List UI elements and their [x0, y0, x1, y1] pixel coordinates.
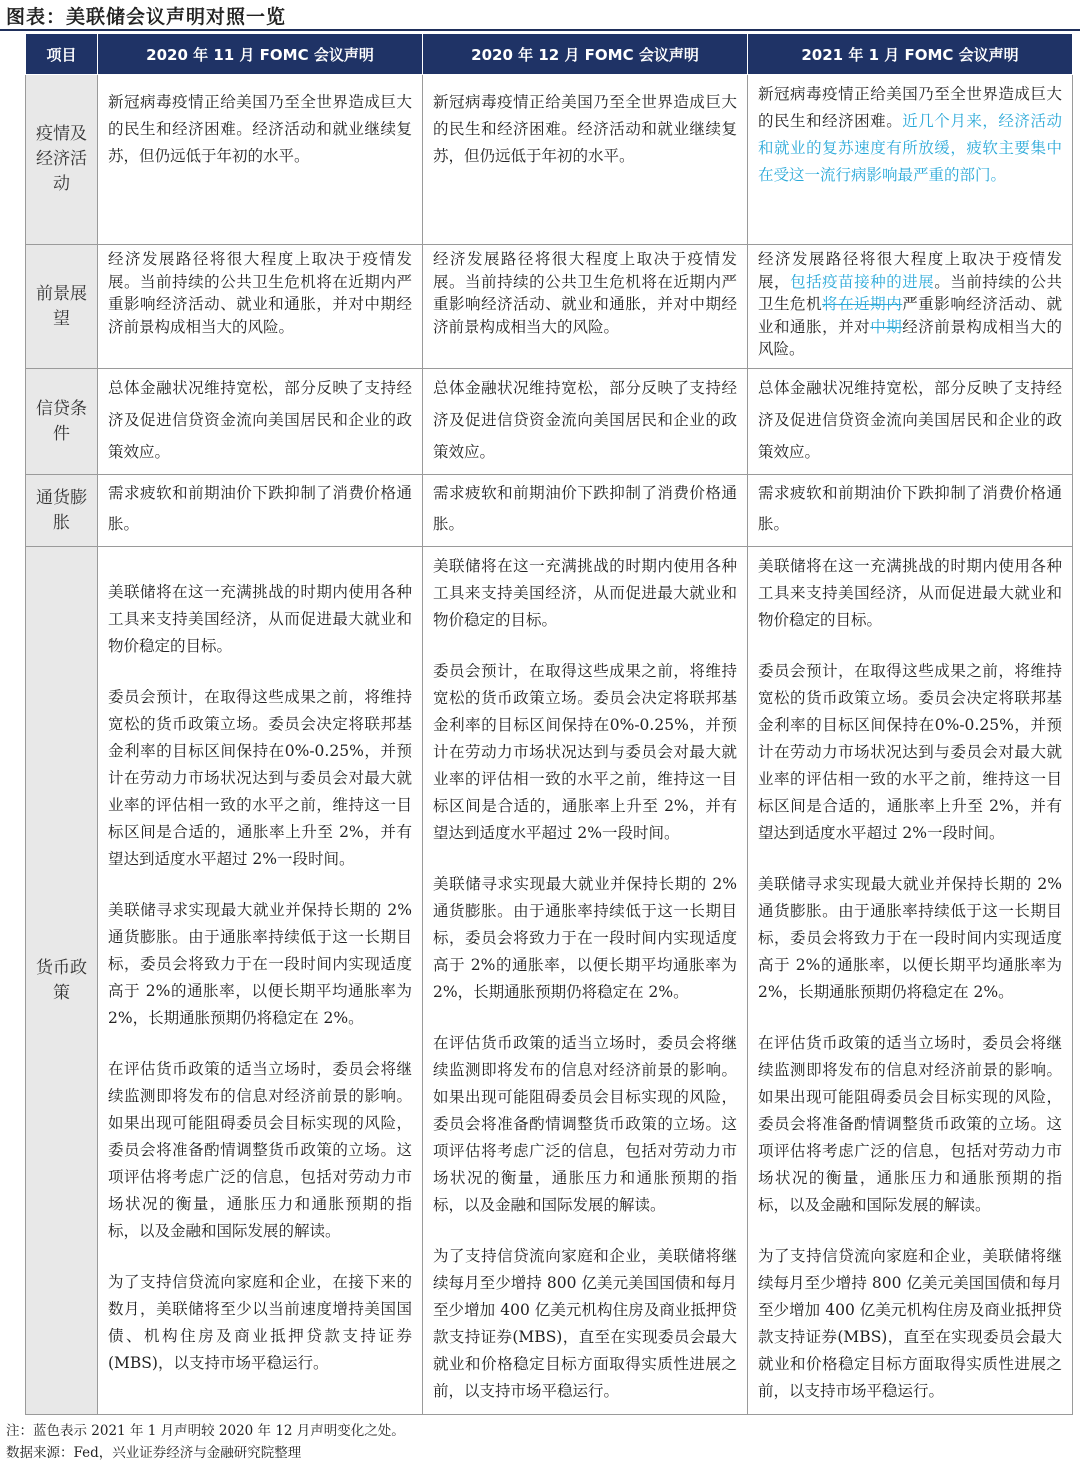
policy-jan-p1: 美联储将在这一充满挑战的时期内使用各种工具来支持美国经济，从而促进最大就业和物价稳定的目标。	[758, 557, 1062, 629]
comparison-table	[25, 33, 1073, 1415]
outlook-jan-strike-2: 中期	[870, 317, 903, 336]
row-label-epidemic: 疫情及经济活动	[26, 75, 98, 245]
source-text: 数据来源：Fed，兴业证券经济与金融研究院整理	[6, 1445, 302, 1461]
policy-jan-p5: 为了支持信贷流向家庭和企业，美联储将继续每月至少增持 800 亿美元美国国债和每月至少增加 400 亿美元机构住房及商业抵押贷款支持证券(MBS)，直至在实现委员会最大就业和价格稳定目标方面取得实质性进展之前，以支持市场平稳运行。	[758, 1247, 1062, 1400]
policy-nov-p4: 在评估货币政策的适当立场时，委员会将继续监测即将发布的信息对经济前景的影响。如果出现可能阻碍委员会目标实现的风险，委员会将准备酌情调整货币政策的立场。这项评估将考虑广泛的信息，包括对劳动力市场状况的衡量，通胀压力和通胀预期的指标，以及金融和国际发展的解读。	[108, 1060, 412, 1240]
cell-outlook-dec: 经济发展路径将很大程度上取决于疫情发展。当前持续的公共卫生危机将在近期内严重影响经济活动、就业和通胀，并对中期经济前景构成相当大的风险。	[423, 245, 748, 369]
epidemic-jan-text: 新冠病毒疫情正给美国乃至全世界造成巨大的民生和经济困难。	[758, 85, 1062, 130]
row-label-policy: 货币政策	[26, 547, 98, 1415]
header-jan-2021: 2021 年 1 月 FOMC 会议声明	[748, 34, 1073, 75]
policy-jan-p3: 美联储寻求实现最大就业并保持长期的 2%通货膨胀。由于通胀率持续低于这一长期目标，委员会将致力于在一段时间内实现适度高于 2%的通胀率，以便长期平均通胀率为 2%，长期通胀预期仍将稳定在 2%。	[758, 875, 1062, 1001]
policy-dec-p4: 在评估货币政策的适当立场时，委员会将继续监测即将发布的信息对经济前景的影响。如果出现可能阻碍委员会目标实现的风险，委员会将准备酌情调整货币政策的立场。这项评估将考虑广泛的信息，包括对劳动力市场状况的衡量，通胀压力和通胀预期的指标，以及金融和国际发展的解读。	[433, 1034, 737, 1214]
policy-jan-p4: 在评估货币政策的适当立场时，委员会将继续监测即将发布的信息对经济前景的影响。如果出现可能阻碍委员会目标实现的风险，委员会将准备酌情调整货币政策的立场。这项评估将考虑广泛的信息，包括对劳动力市场状况的衡量，通胀压力和通胀预期的指标，以及金融和国际发展的解读。	[758, 1034, 1062, 1214]
table-header-row	[26, 34, 1073, 75]
policy-nov-p2: 委员会预计，在取得这些成果之前，将维持宽松的货币政策立场。委员会决定将联邦基金利率的目标区间保持在0%-0.25%，并预计在劳动力市场状况达到与委员会对最大就业率的评估相一致的水平之前，维持这一目标区间是合适的，通胀率上升至 2%，并有望达到适度水平超过 2%一段时间。	[108, 688, 412, 868]
table-row-outlook	[26, 245, 1073, 369]
cell-inflation-jan: 需求疲软和前期油价下跌抑制了消费价格通胀。	[748, 475, 1073, 547]
cell-credit-dec: 总体金融状况维持宽松，部分反映了支持经济及促进信贷资金流向美国居民和企业的政策效应。	[423, 369, 748, 475]
policy-nov-p3: 美联储寻求实现最大就业并保持长期的 2%通货膨胀。由于通胀率持续低于这一长期目标，委员会将致力于在一段时间内实现适度高于 2%的通胀率，以便长期平均通胀率为 2%，长期通胀预期仍将稳定在 2%。	[108, 901, 412, 1027]
policy-nov-p5: 为了支持信贷流向家庭和企业，在接下来的数月，美联储将至少以当前速度增持美国国债、机构住房及商业抵押贷款支持证券(MBS)，以支持市场平稳运行。	[108, 1273, 412, 1372]
table-row-epidemic	[26, 75, 1073, 245]
outlook-jan-text-1: 经济发展路径将很大程度上取决于疫情发展，	[758, 250, 1062, 291]
policy-nov-p1: 美联储将在这一充满挑战的时期内使用各种工具来支持美国经济，从而促进最大就业和物价稳定的目标。	[108, 583, 412, 655]
cell-outlook-jan	[748, 245, 1073, 369]
cell-epidemic-dec: 新冠病毒疫情正给美国乃至全世界造成巨大的民生和经济困难。经济活动和就业继续复苏，但仍远低于年初的水平。	[423, 75, 748, 245]
cell-policy-nov	[98, 547, 423, 1415]
policy-jan-p2: 委员会预计，在取得这些成果之前，将维持宽松的货币政策立场。委员会决定将联邦基金利率的目标区间保持在0%-0.25%，并预计在劳动力市场状况达到与委员会对最大就业率的评估相一致的水平之前，维持这一目标区间是合适的，通胀率上升至 2%，并有望达到适度水平超过 2%一段时间。	[758, 662, 1062, 842]
policy-dec-p2: 委员会预计，在取得这些成果之前，将维持宽松的货币政策立场。委员会决定将联邦基金利率的目标区间保持在0%-0.25%，并预计在劳动力市场状况达到与委员会对最大就业率的评估相一致的水平之前，维持这一目标区间是合适的，通胀率上升至 2%，并有望达到适度水平超过 2%一段时间。	[433, 662, 737, 842]
outlook-jan-strike-1: 将在近期内	[822, 295, 903, 313]
header-item: 项目	[26, 34, 98, 75]
policy-dec-p5: 为了支持信贷流向家庭和企业，美联储将继续每月至少增持 800 亿美元美国国债和每月至少增加 400 亿美元机构住房及商业抵押贷款支持证券(MBS)，直至在实现委员会最大就业和价格稳定目标方面取得实质性进展之前，以支持市场平稳运行。	[433, 1247, 737, 1400]
cell-policy-dec	[423, 547, 748, 1415]
figure-title: 图表：美联储会议声明对照一览	[6, 6, 287, 28]
outlook-jan-change: 包括疫苗接种的进展	[790, 272, 935, 291]
table-row-inflation	[26, 475, 1073, 547]
epidemic-jan-change: 近几个月来，经济活动和就业的复苏速度有所放缓，疲软主要集中在受这一流行病影响最严重的部门。	[758, 112, 1062, 184]
cell-credit-nov: 总体金融状况维持宽松，部分反映了支持经济及促进信贷资金流向美国居民和企业的政策效应。	[98, 369, 423, 475]
cell-epidemic-nov: 新冠病毒疫情正给美国乃至全世界造成巨大的民生和经济困难。经济活动和就业继续复苏，但仍远低于年初的水平。	[98, 75, 423, 245]
cell-inflation-dec: 需求疲软和前期油价下跌抑制了消费价格通胀。	[423, 475, 748, 547]
title-rule	[0, 29, 1080, 31]
table-row-policy	[26, 547, 1073, 1415]
policy-dec-p3: 美联储寻求实现最大就业并保持长期的 2%通货膨胀。由于通胀率持续低于这一长期目标，委员会将致力于在一段时间内实现适度高于 2%的通胀率，以便长期平均通胀率为 2%，长期通胀预期仍将稳定在 2%。	[433, 875, 737, 1001]
cell-policy-jan	[748, 547, 1073, 1415]
outlook-jan-text-2: 。当前持续的公共卫生危机	[758, 272, 1062, 313]
row-label-outlook: 前景展望	[26, 245, 98, 369]
note-text: 注：蓝色表示 2021 年 1 月声明较 2020 年 12 月声明变化之处。	[6, 1423, 405, 1439]
cell-credit-jan: 总体金融状况维持宽松，部分反映了支持经济及促进信贷资金流向美国居民和企业的政策效应。	[748, 369, 1073, 475]
outlook-jan-text-4: 经济前景构成相当大的风险。	[758, 317, 1062, 358]
table-row-credit	[26, 369, 1073, 475]
row-label-credit: 信贷条件	[26, 369, 98, 475]
cell-epidemic-jan	[748, 75, 1073, 245]
header-dec-2020: 2020 年 12 月 FOMC 会议声明	[423, 34, 748, 75]
footnotes	[6, 1420, 405, 1464]
header-nov-2020: 2020 年 11 月 FOMC 会议声明	[98, 34, 423, 75]
cell-outlook-nov: 经济发展路径将很大程度上取决于疫情发展。当前持续的公共卫生危机将在近期内严重影响经济活动、就业和通胀，并对中期经济前景构成相当大的风险。	[98, 245, 423, 369]
row-label-inflation: 通货膨胀	[26, 475, 98, 547]
outlook-jan-text-3: 严重影响经济活动、就业和通胀，并对	[758, 295, 1062, 336]
policy-dec-p1: 美联储将在这一充满挑战的时期内使用各种工具来支持美国经济，从而促进最大就业和物价稳定的目标。	[433, 557, 737, 629]
cell-inflation-nov: 需求疲软和前期油价下跌抑制了消费价格通胀。	[98, 475, 423, 547]
